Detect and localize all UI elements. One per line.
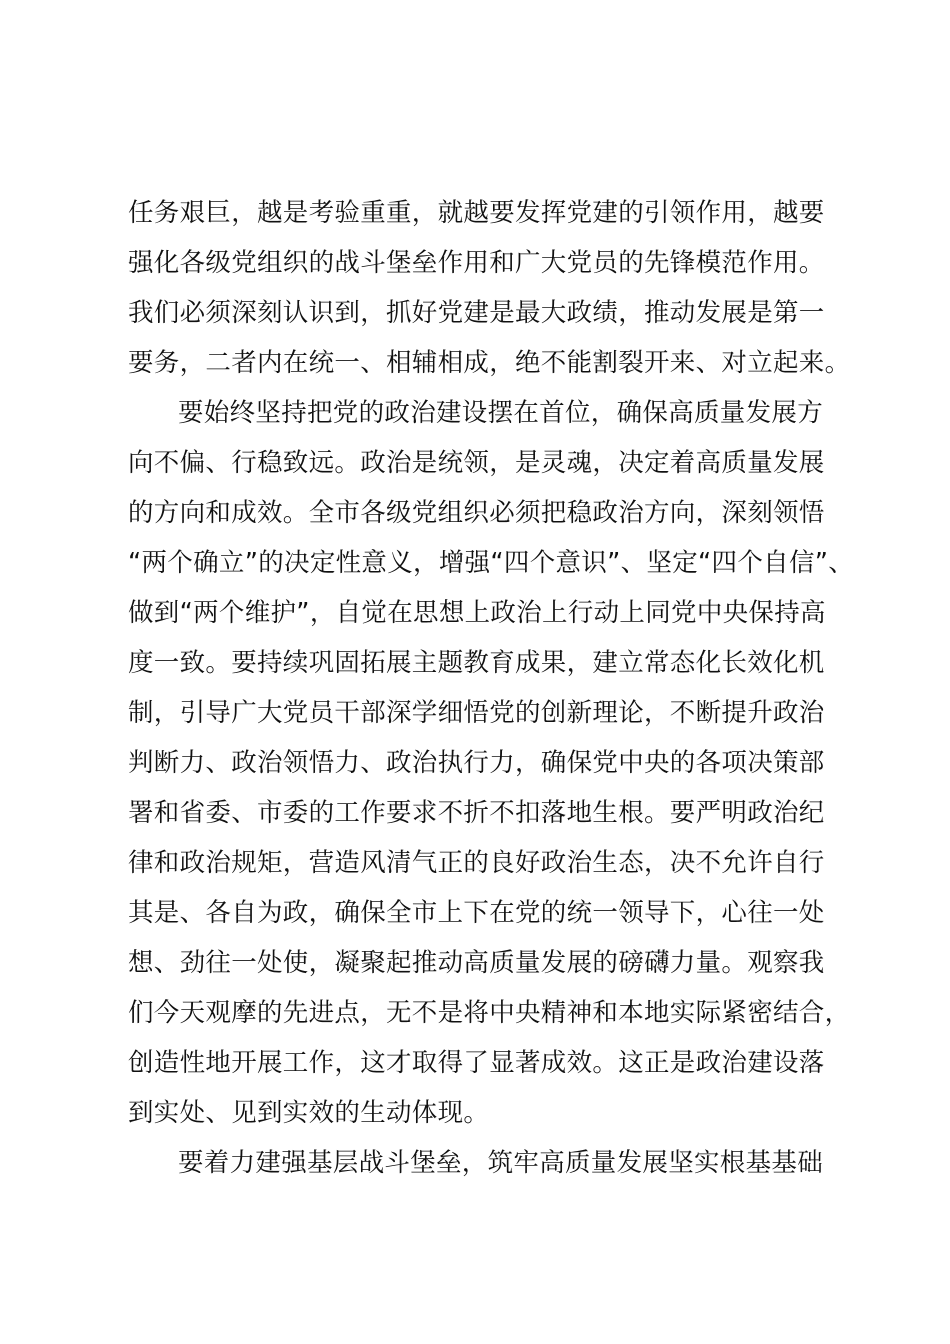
text-line-18: 创造性地开展工作，这才取得了显著成效。这正是政治建设落 [128,1048,825,1078]
text-line-11: 制，引导广大党员干部深学细悟党的创新理论，不断提升政治 [128,698,825,728]
text-line-10: 度一致。要持续巩固拓展主题教育成果，建立常态化长效化机 [128,648,825,678]
text-line-17: 们今天观摩的先进点，无不是将中央精神和本地实际紧密结合， [128,998,851,1028]
paragraph-start-line: 要始终坚持把党的政治建设摆在首位，确保高质量发展方 [178,398,824,428]
text-line-9: 做到“两个维护”，自觉在思想上政治上行动上同党中央保持高 [128,598,826,628]
text-line-12: 判断力、政治领悟力、政治执行力，确保党中央的各项决策部 [128,748,825,778]
text-line-19: 到实处、见到实效的生动体现。 [128,1098,490,1128]
text-line-1: 任务艰巨，越是考验重重，就越要发挥党建的引领作用，越要 [128,198,825,228]
text-line-13: 署和省委、市委的工作要求不折不扣落地生根。要严明政治纪 [128,798,825,828]
paragraph-start-line: 要着力建强基层战斗堡垒，筑牢高质量发展坚实根基基础 [178,1148,824,1178]
text-line-3: 我们必须深刻认识到，抓好党建是最大政绩，推动发展是第一 [128,298,825,328]
text-line-2: 强化各级党组织的战斗堡垒作用和广大党员的先锋模范作用。 [128,248,825,278]
text-line-8: “两个确立”的决定性意义，增强“四个意识”、坚定“四个自信”、 [128,548,855,578]
text-line-4: 要务，二者内在统一、相辅相成，绝不能割裂开来、对立起来。 [128,348,851,378]
text-line-15: 其是、各自为政，确保全市上下在党的统一领导下，心往一处 [128,898,825,928]
text-line-7: 的方向和成效。全市各级党组织必须把稳政治方向，深刻领悟 [128,498,825,528]
text-line-6: 向不偏、行稳致远。政治是统领，是灵魂，决定着高质量发展 [128,448,825,478]
text-line-14: 律和政治规矩，营造风清气正的良好政治生态，决不允许自行 [128,848,825,878]
text-line-16: 想、劲往一处使，凝聚起推动高质量发展的磅礴力量。观察我 [128,948,825,978]
